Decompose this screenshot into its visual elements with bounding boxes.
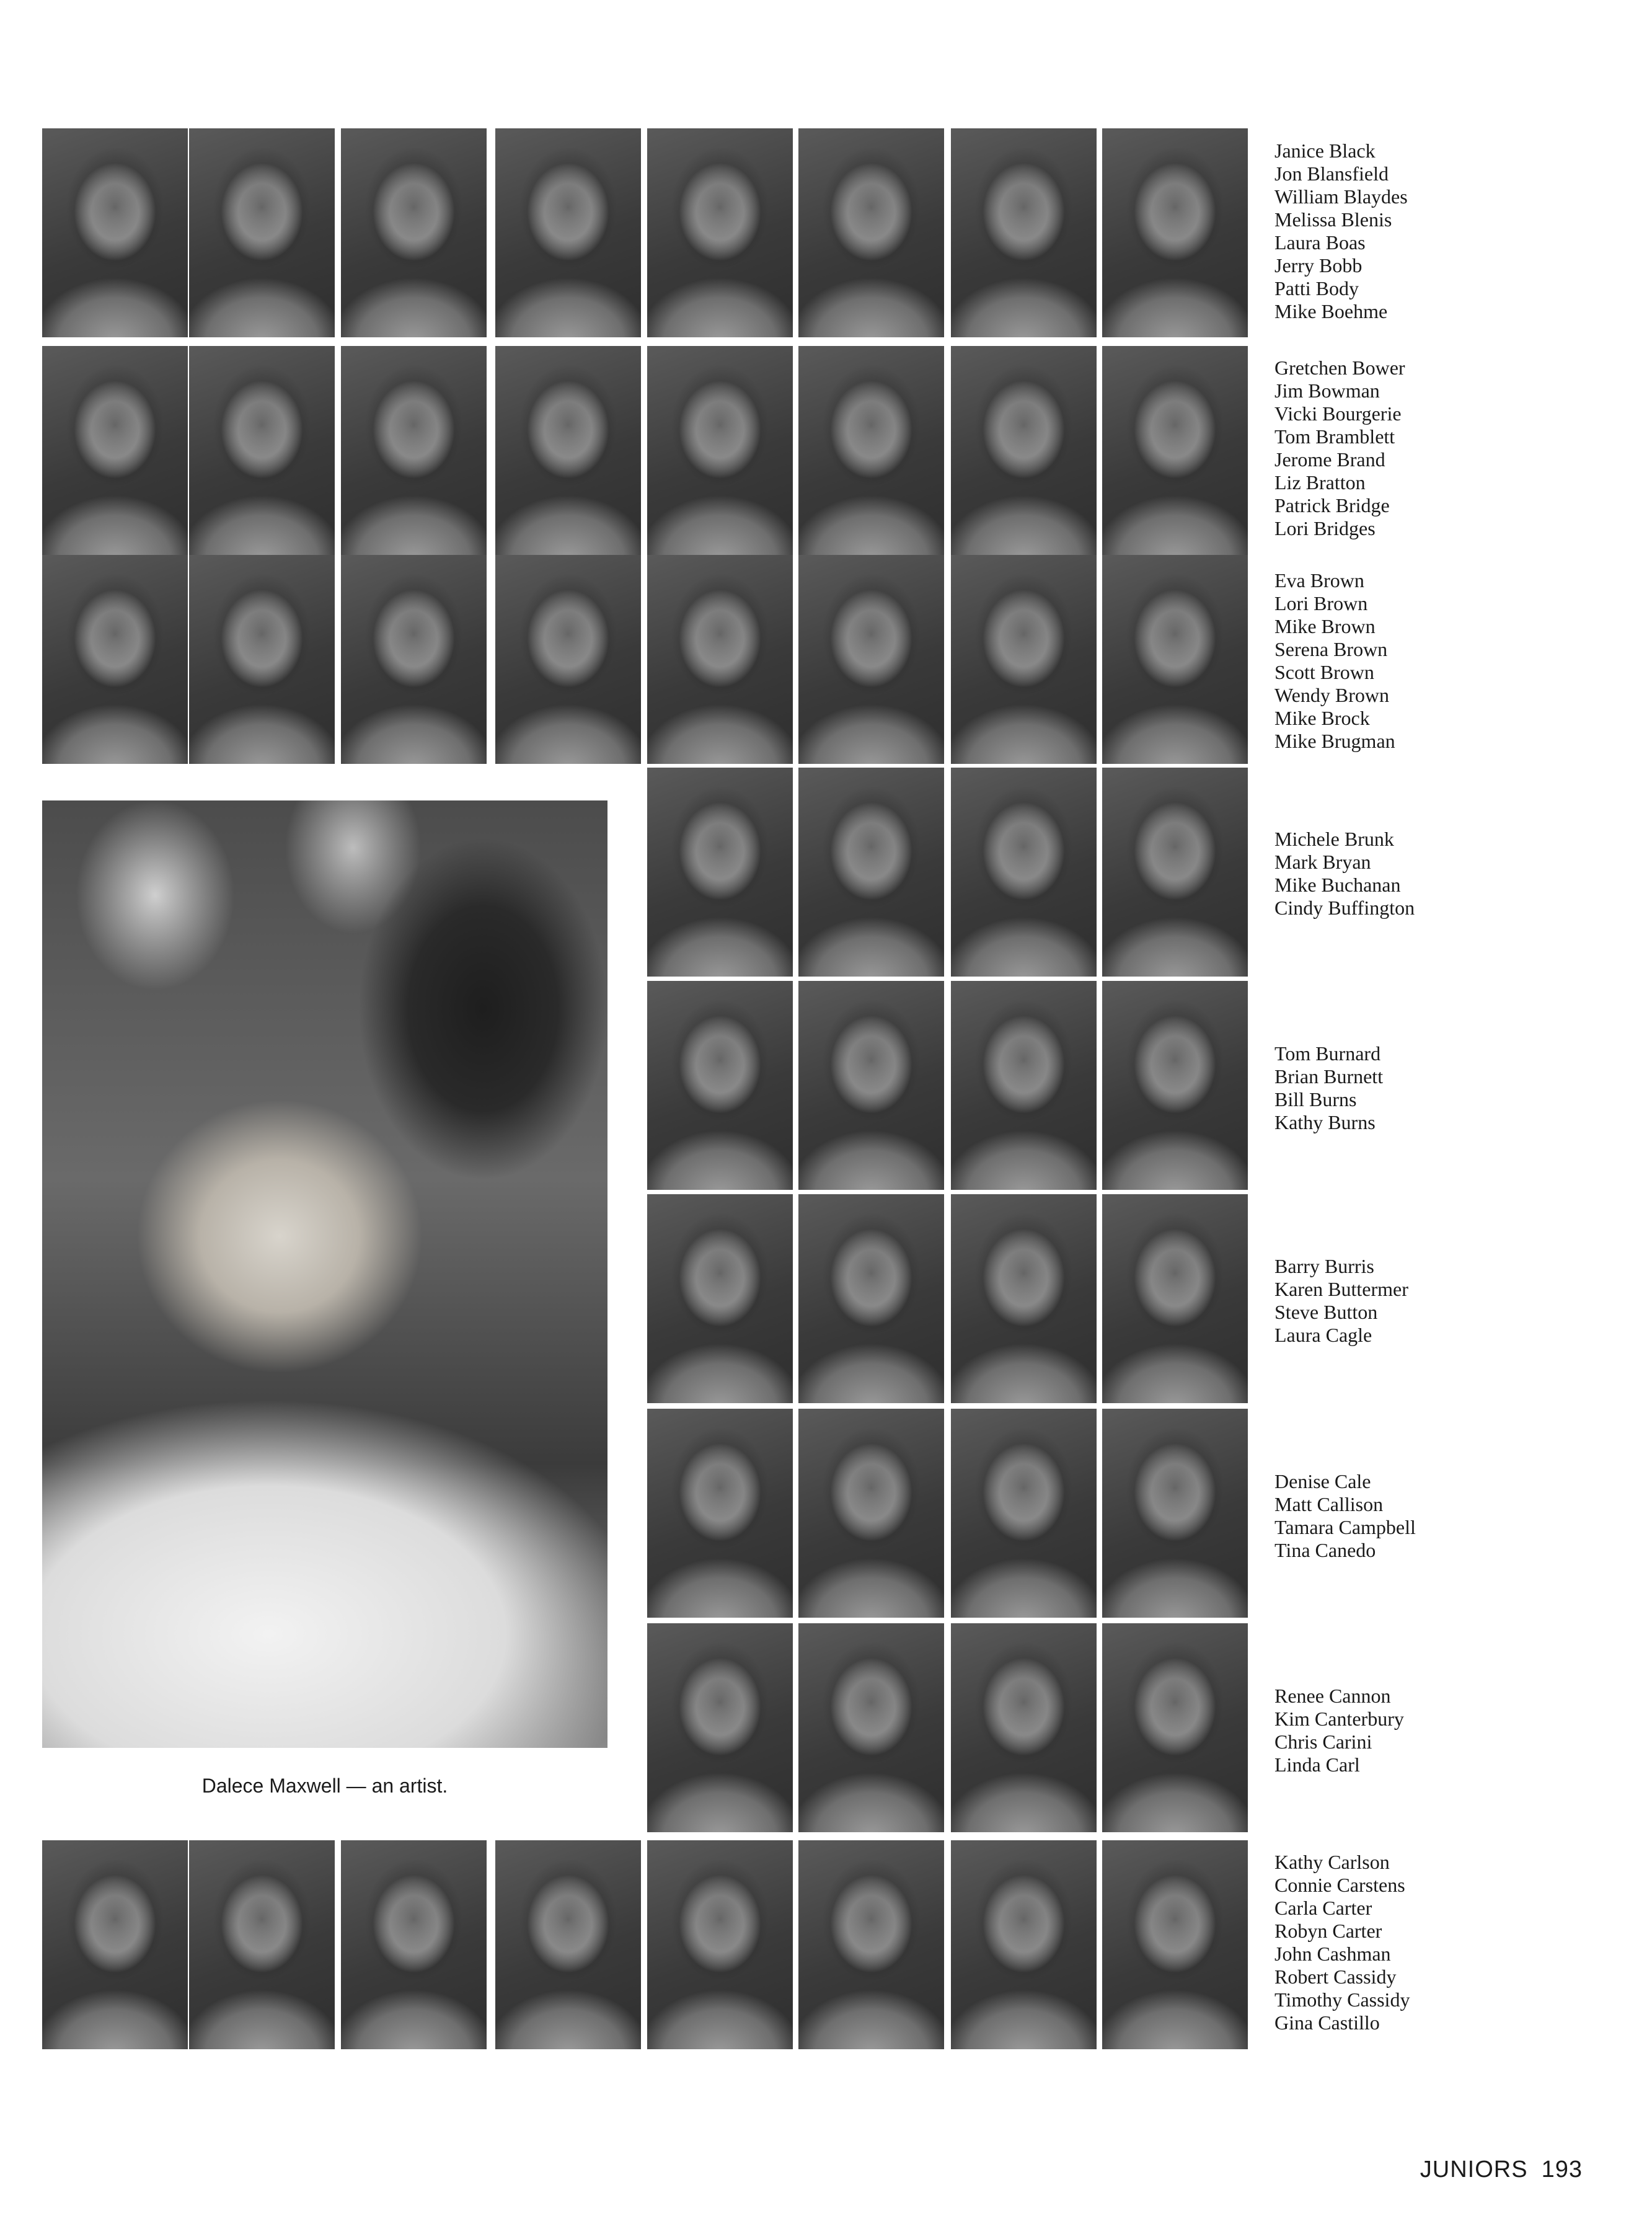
student-portrait [951,1194,1097,1403]
student-portrait [1102,768,1248,977]
student-name: Gretchen Bower [1274,357,1405,379]
feature-photo-caption: Dalece Maxwell — an artist. [201,1775,448,1797]
student-portrait [798,981,944,1190]
student-portrait [647,1623,793,1832]
student-name: Laura Boas [1274,231,1366,254]
name-list [1274,1685,1634,1776]
student-name: Steve Button [1274,1301,1378,1323]
student-portrait [1102,1840,1248,2049]
student-portrait [495,1840,641,2049]
student-portrait [495,555,641,764]
student-name: Cindy Buffington [1274,897,1415,919]
student-name: Lori Brown [1274,592,1368,614]
student-portrait [951,981,1097,1190]
student-name: Jerome Brand [1274,448,1385,471]
student-name: Kathy Carlson [1274,1851,1390,1873]
student-portrait [42,128,188,337]
student-portrait [189,555,335,764]
student-portrait [42,346,188,555]
student-name: Liz Bratton [1274,471,1366,494]
student-portrait [647,128,793,337]
student-portrait [341,555,487,764]
student-portrait [1102,1194,1248,1403]
student-name: Laura Cagle [1274,1324,1372,1346]
student-portrait [647,555,793,764]
page-number: 193 [1541,2156,1583,2183]
page-footer [1420,2156,1583,2183]
student-name: Linda Carl [1274,1753,1360,1776]
student-portrait [1102,981,1248,1190]
student-name: Michele Brunk [1274,828,1394,850]
student-portrait [495,346,641,555]
student-name: Tom Burnard [1274,1042,1381,1065]
student-name: Jim Bowman [1274,379,1380,402]
student-name: Renee Cannon [1274,1685,1391,1707]
student-portrait [647,1840,793,2049]
student-portrait [1102,346,1248,555]
student-portrait [42,1840,188,2049]
student-portrait [189,1840,335,2049]
student-name: William Blaydes [1274,185,1408,208]
student-name: Tina Canedo [1274,1539,1376,1561]
name-list [1274,1470,1634,1562]
student-portrait [341,1840,487,2049]
feature-photo [42,800,607,1748]
student-name: Gina Castillo [1274,2011,1380,2034]
student-portrait [798,1623,944,1832]
student-name: Tom Bramblett [1274,425,1395,448]
name-list [1274,569,1634,753]
student-name: Wendy Brown [1274,684,1389,706]
student-name: Timothy Cassidy [1274,1988,1410,2011]
student-name: Robert Cassidy [1274,1966,1397,1988]
student-name: Tamara Campbell [1274,1516,1416,1538]
student-portrait [951,346,1097,555]
student-name: Eva Brown [1274,569,1364,592]
student-name: Connie Carstens [1274,1874,1405,1896]
student-name: Patti Body [1274,277,1359,299]
student-portrait [798,346,944,555]
name-list [1274,357,1634,540]
student-name: Karen Buttermer [1274,1278,1408,1300]
student-portrait [647,981,793,1190]
student-name: Mike Buchanan [1274,874,1401,896]
student-name: Carla Carter [1274,1897,1372,1919]
student-name: Kathy Burns [1274,1111,1376,1133]
student-name: Lori Bridges [1274,517,1376,539]
student-name: Kim Canterbury [1274,1708,1404,1730]
student-name: Mark Bryan [1274,851,1371,873]
student-portrait [798,555,944,764]
student-name: John Cashman [1274,1943,1391,1965]
student-portrait [951,128,1097,337]
student-name: Barry Burris [1274,1255,1374,1277]
student-portrait [951,768,1097,977]
name-list [1274,1851,1634,2034]
student-portrait [798,128,944,337]
student-portrait [341,128,487,337]
student-name: Serena Brown [1274,638,1388,660]
student-portrait [951,1409,1097,1618]
student-name: Mike Boehme [1274,300,1388,322]
student-name: Brian Burnett [1274,1065,1384,1088]
name-list [1274,140,1634,323]
name-list [1274,1042,1634,1134]
student-name: Melissa Blenis [1274,208,1392,231]
student-name: Jerry Bobb [1274,254,1363,277]
student-portrait [1102,1623,1248,1832]
student-portrait [798,768,944,977]
student-name: Robyn Carter [1274,1920,1382,1942]
section-title: JUNIORS [1420,2156,1528,2183]
student-portrait [951,1623,1097,1832]
student-portrait [647,346,793,555]
student-portrait [647,1409,793,1618]
student-name: Denise Cale [1274,1470,1371,1492]
student-portrait [42,555,188,764]
student-name: Mike Brown [1274,615,1376,637]
student-portrait [189,128,335,337]
student-name: Chris Carini [1274,1731,1372,1753]
student-name: Patrick Bridge [1274,494,1390,516]
student-portrait [189,346,335,555]
student-portrait [798,1409,944,1618]
student-name: Bill Burns [1274,1088,1357,1110]
student-portrait [1102,128,1248,337]
student-name: Mike Brock [1274,707,1370,729]
student-portrait [798,1194,944,1403]
student-name: Janice Black [1274,140,1376,162]
student-name: Vicki Bourgerie [1274,402,1402,425]
student-portrait [647,1194,793,1403]
name-list [1274,1255,1634,1347]
student-portrait [647,768,793,977]
student-portrait [495,128,641,337]
student-name: Mike Brugman [1274,730,1395,752]
student-portrait [1102,1409,1248,1618]
student-portrait [1102,555,1248,764]
student-portrait [951,555,1097,764]
student-name: Jon Blansfield [1274,162,1389,185]
student-portrait [341,346,487,555]
student-name: Matt Callison [1274,1493,1384,1515]
name-list [1274,828,1634,920]
student-portrait [951,1840,1097,2049]
student-portrait [798,1840,944,2049]
student-name: Scott Brown [1274,661,1374,683]
